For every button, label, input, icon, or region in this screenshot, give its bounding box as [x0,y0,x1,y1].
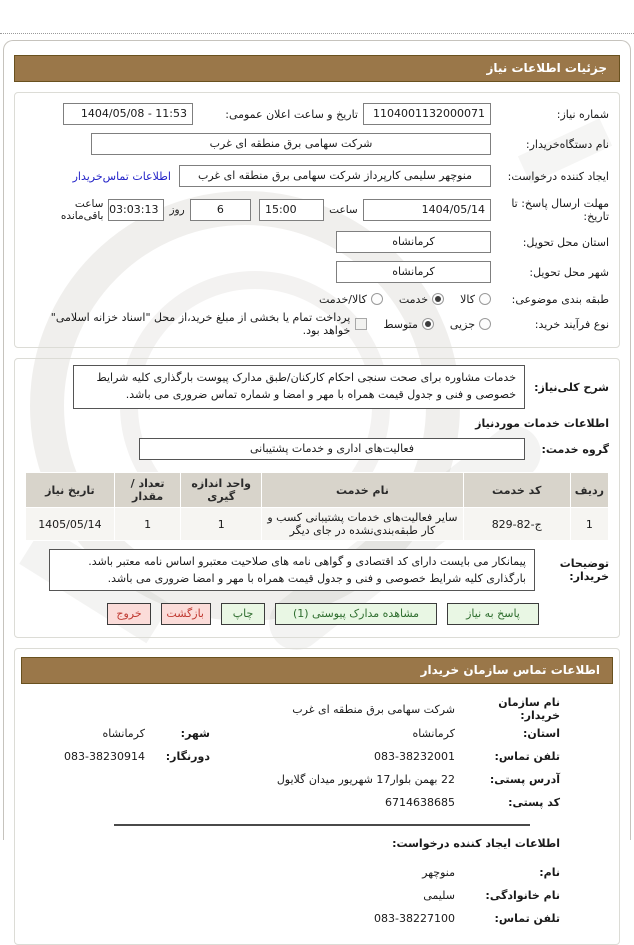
cell-need-date: 1405/05/14 [26,508,115,541]
col-row-no: ردیف [570,473,608,508]
buyer-contact-group [14,648,620,945]
contact-fax-value: 083-38230914 [64,750,145,764]
services-group [14,358,620,638]
service-group-field[interactable]: فعالیت‌های اداری و خدمات پشتیبانی [139,438,525,460]
contact-city-label: شهر: [180,727,210,741]
print-button[interactable]: چاپ [221,603,265,625]
need-description-label: شرح کلی‌نیاز: [534,380,609,394]
contact-city-value: کرمانشاه [102,727,145,741]
radio-goods-service[interactable] [371,293,383,305]
creator-last-name-label: نام خانوادگی: [485,889,560,903]
col-unit: واحد اندازه گیری [181,473,262,508]
exit-button[interactable]: خروج [107,603,151,625]
creator-first-name-label: نام: [539,866,560,880]
cell-qty: 1 [114,508,181,541]
deadline-hour-label: ساعت [329,204,358,216]
toolbar [25,603,539,625]
creator-field[interactable]: منوچهر سلیمی کارپرداز شرکت سهامی برق منطقه ای غرب [179,165,491,187]
need-info-group [14,92,620,348]
services-table [25,472,609,541]
day-unit-label: روز [169,204,185,216]
postal-code-label: کد پستی: [508,796,560,810]
postal-address-value: 22 بهمن بلوار17 شهریور میدان گلایول [276,773,455,787]
announce-datetime-label: تاریخ و ساعت اعلان عمومی: [225,107,358,121]
deadline-date-field[interactable]: 1404/05/14 [363,199,491,221]
radio-medium[interactable] [422,318,434,330]
radio-service[interactable] [432,293,444,305]
buyer-contact-link[interactable]: اطلاعات تماس‌خریدار [72,169,171,183]
need-number-field[interactable]: 1104001132000071 [363,103,491,125]
cell-service-name: سایر فعالیت‌های خدمات پشتیبانی کسب و کار طبقه‌بندی‌نشده در جای دیگر [262,508,464,541]
respond-button[interactable]: پاسخ به نیاز [447,603,539,625]
radio-partial[interactable] [479,318,491,330]
treasury-checkbox[interactable] [355,318,367,330]
buyer-org-label: نام دستگاه‌خریدار: [525,137,609,151]
creator-info-section-title: اطلاعات ایجاد کننده درخواست: [392,837,560,851]
section-divider [114,824,530,826]
section-header-need-details: جزئیات اطلاعات نیاز [14,55,620,82]
delivery-province-label: استان محل تحویل: [522,235,609,249]
section-header-buyer-contact: اطلاعات تماس سازمان خریدار [21,657,613,684]
buyer-org-field[interactable]: شرکت سهامی برق منطقه ای غرب [91,133,491,155]
radio-service-label: خدمت [398,292,429,306]
top-dotted-separator [0,33,634,34]
creator-phone-value: 083-38227100 [374,912,455,926]
classification-label: طبقه بندی موضوعی: [511,292,609,306]
org-name-value: شرکت سهامی برق منطقه ای غرب [292,702,455,716]
announce-datetime-field[interactable]: 1404/05/08 - 11:53 [63,103,193,125]
creator-phone-label: تلفن تماس: [494,912,560,926]
buyer-remarks-label: توضیحات خریدار: [559,557,609,584]
cell-unit: 1 [181,508,262,541]
main-panel [3,40,631,926]
contact-province-label: استان: [523,727,560,741]
org-name-label: نام سازمان خریدار: [498,696,560,723]
creator-first-name-value: منوچهر [422,866,455,880]
services-section-title: اطلاعات خدمات موردنیاز [475,417,609,430]
deadline-label: مهلت ارسال پاسخ: تا تاریخ: [511,197,609,223]
table-row [26,508,609,541]
treasury-note: پرداخت تمام یا بخشی از مبلغ خرید،از محل "اسناد خزانه اسلامی" خواهد بود. [50,311,351,337]
view-docs-button[interactable]: مشاهده مدارک پیوستی (1) [275,603,437,625]
postal-code-value: 6714638685 [385,796,455,810]
cell-service-code: 829-82-ج [463,508,570,541]
need-number-label: شماره نیاز: [556,107,609,121]
remaining-hours-label: ساعت باقی‌مانده [60,198,104,222]
contact-phone-label: تلفن تماس: [494,750,560,764]
deadline-time-field[interactable]: 15:00 [259,199,324,221]
col-need-date: تاریخ نیاز [26,473,115,508]
radio-goods-service-label: کالا/خدمت [319,292,367,306]
radio-medium-label: متوسط [383,317,418,331]
process-type-label: نوع فرآیند خرید: [534,317,609,331]
cell-row-no: 1 [570,508,608,541]
creator-label: ایجاد کننده درخواست: [507,169,609,183]
buyer-remarks-box[interactable]: پیمانکار می بایست دارای کد اقتصادی و گواهی نامه های صلاحیت معتبرو اساس نامه معتبر باشد. بارگذاری کلیه شرایط خصوصی و فنی و جدول قیمت همراه با مهر و امضا ضروری می باشد. [49,549,535,591]
back-button[interactable]: بازگشت [161,603,211,625]
days-remaining-field[interactable]: 6 [190,199,251,221]
radio-partial-label: جزیی [449,317,475,331]
contact-phone-value: 083-38232001 [374,750,455,764]
service-group-label: گروه خدمت: [541,442,609,456]
delivery-city-field[interactable]: کرمانشاه [336,261,491,283]
delivery-city-label: شهر محل تحویل: [529,265,609,279]
need-description-box[interactable]: خدمات مشاوره برای صحت سنجی احکام کارکنان/طبق مدارک پیوست بارگذاری کلیه شرایط خصوصی و فنی و جدول قیمت همراه با مهر و امضا و شماره تماس ضروری می باشد. [73,365,525,409]
contact-province-value: کرمانشاه [412,727,455,741]
postal-address-label: آدرس پستی: [489,773,560,787]
radio-goods-label: کالا [460,292,475,306]
col-service-code: کد خدمت [463,473,570,508]
col-qty: تعداد / مقدار [114,473,181,508]
col-service-name: نام خدمت [262,473,464,508]
services-table-header-row [26,473,609,508]
time-remaining-field[interactable]: 03:03:13 [108,199,164,221]
delivery-province-field[interactable]: کرمانشاه [336,231,491,253]
contact-fax-label: دورنگار: [165,750,210,764]
creator-last-name-value: سلیمی [423,889,455,903]
radio-goods[interactable] [479,293,491,305]
